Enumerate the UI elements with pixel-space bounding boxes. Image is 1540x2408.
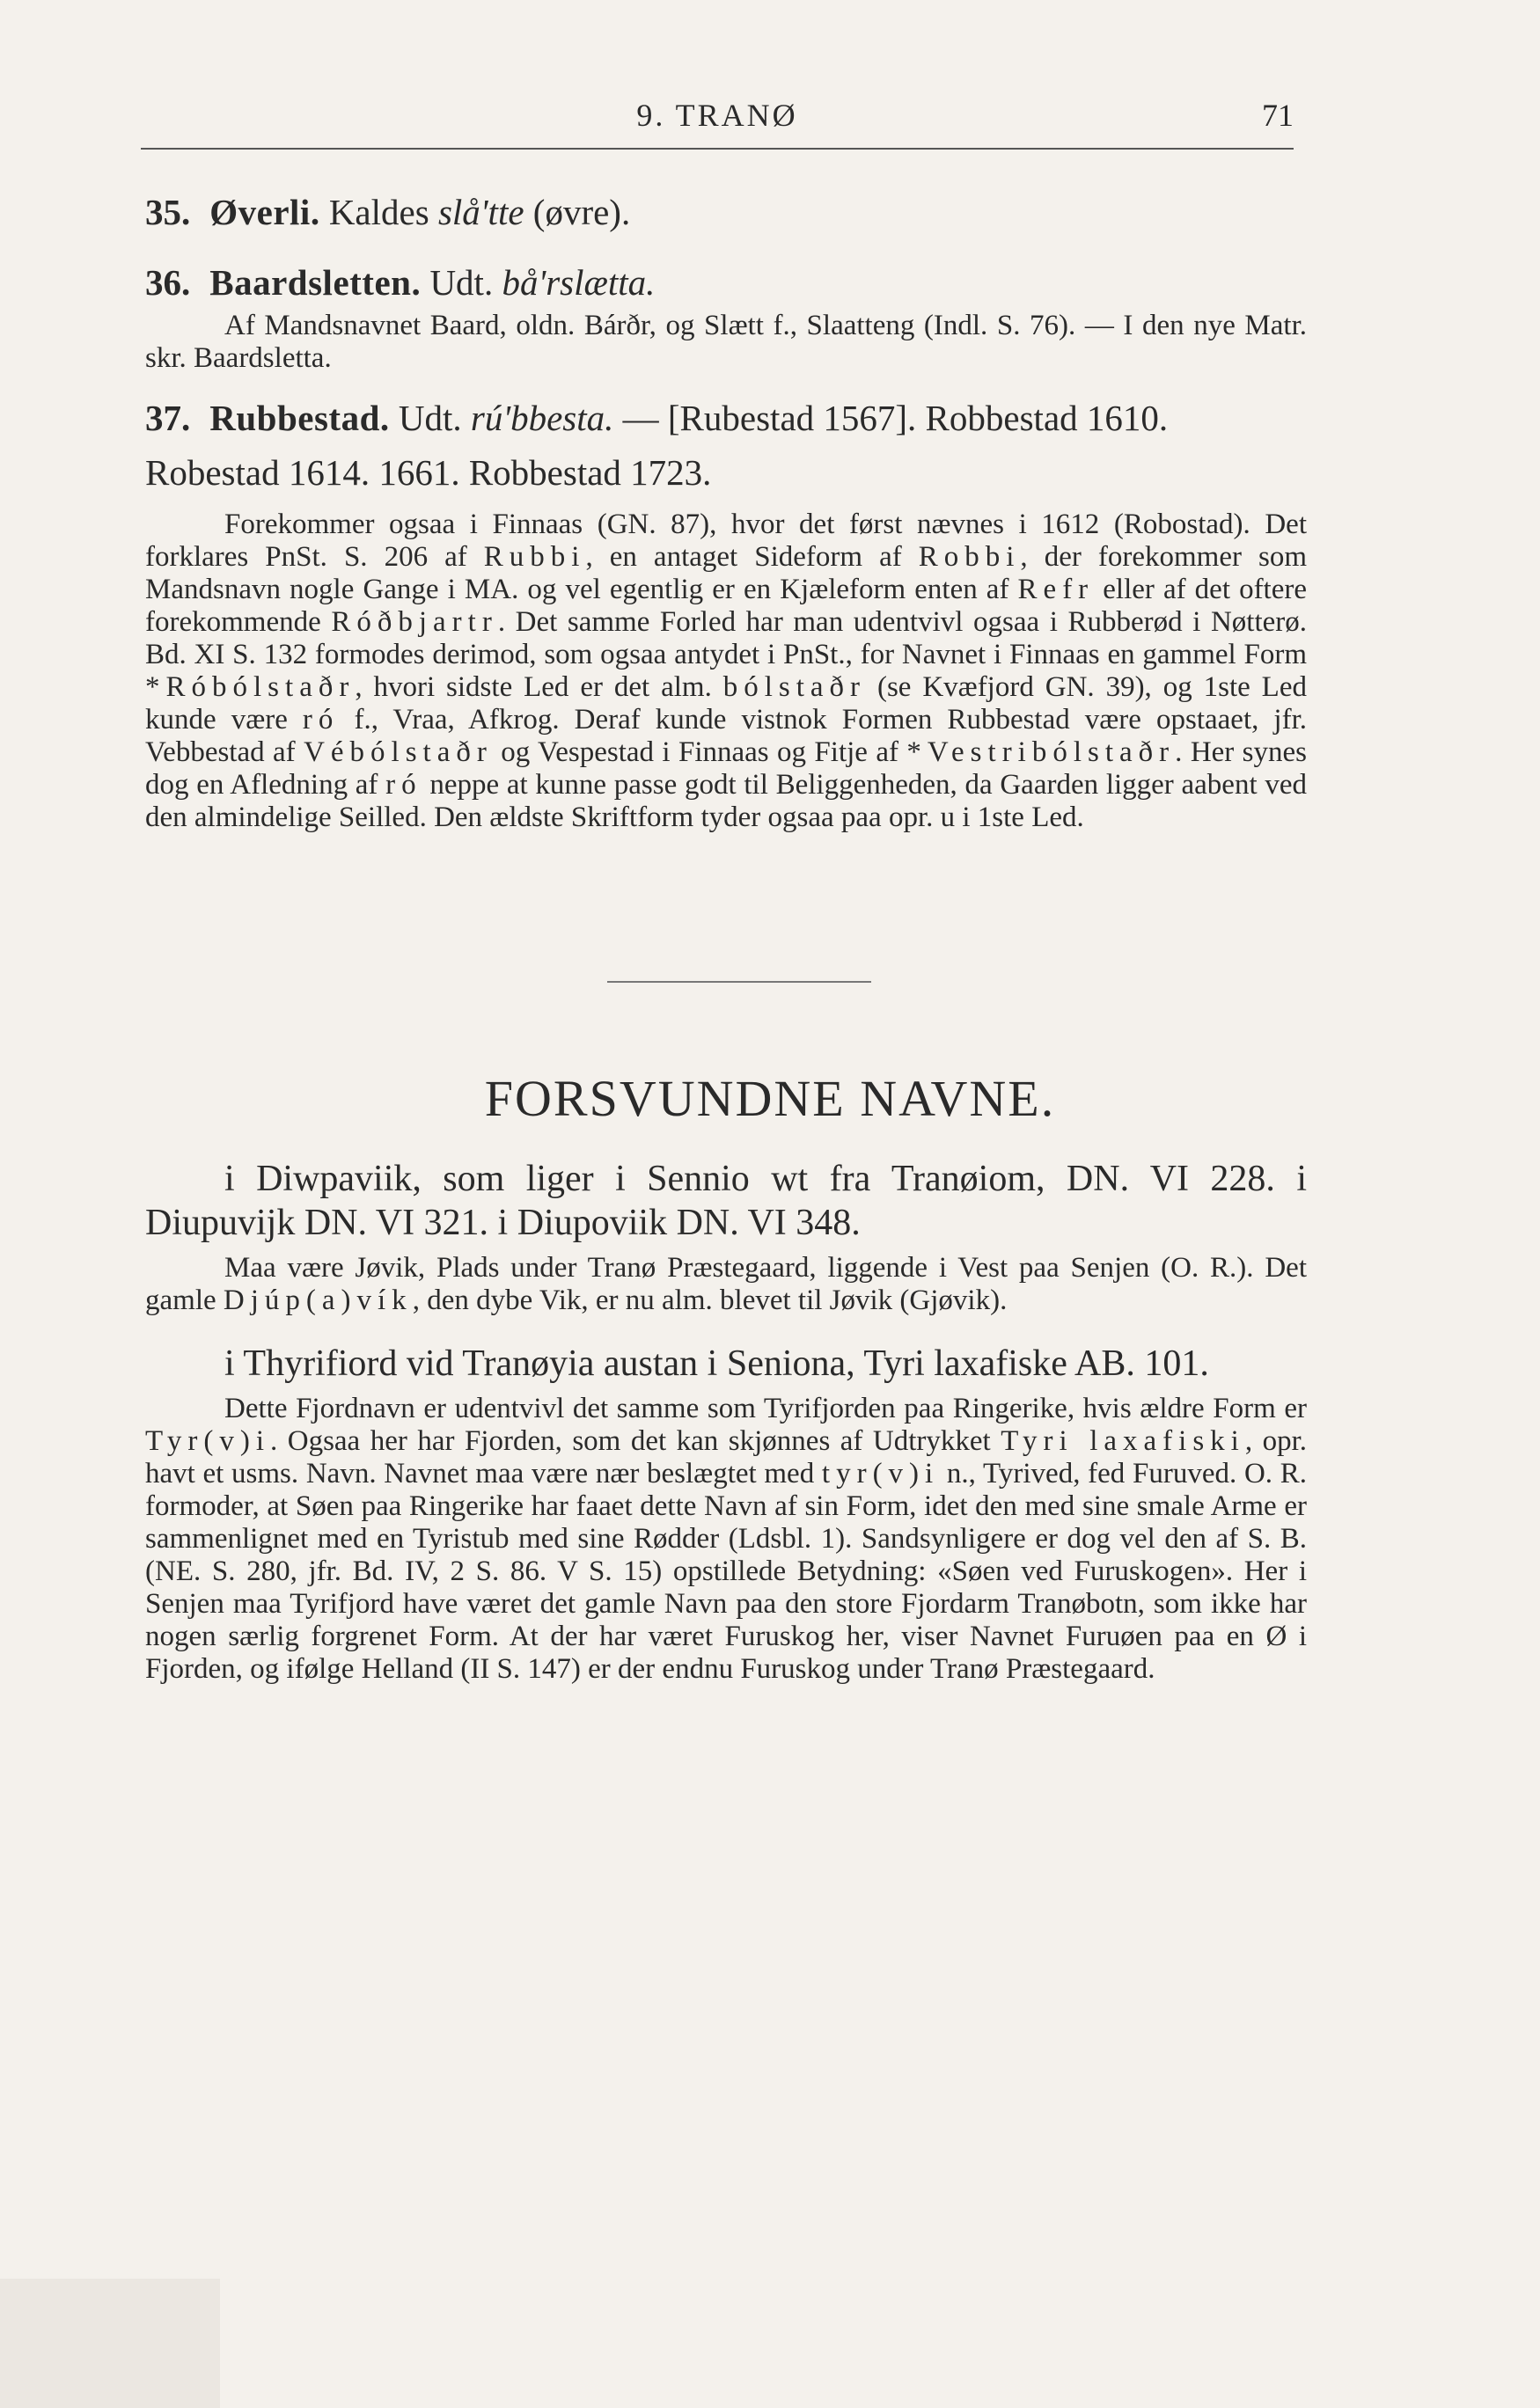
lost-name-quote-2: i Thyrifiord vid Tranøyia austan i Seniona, Tyri laxafiske AB. 101. xyxy=(224,1343,1209,1384)
entry-number: 37. xyxy=(145,398,191,438)
text-run: (se Kvæfjord GN. 39), og 1ste Led kunde være xyxy=(145,671,1307,736)
section-divider xyxy=(607,981,871,983)
entry-text: Kaldes xyxy=(328,192,438,232)
lost-names-block xyxy=(145,1157,1307,1686)
entry-text: Udt. xyxy=(398,398,471,438)
page-number: 71 xyxy=(1262,98,1294,133)
pronunciation: bå'rslætta. xyxy=(502,262,656,303)
entry-37-paragraph xyxy=(145,509,1307,834)
text-run: . Ogsaa her har Fjorden, som det kan skjønnes af Udtrykket xyxy=(270,1425,1001,1457)
text-run: neppe at kunne passe godt til Beliggenheden, da Gaarden ligger aabent ved den almindelige Seilled. Den ældste Skriftform tyder ogsaa paa opr. u i 1ste Led. xyxy=(145,769,1307,833)
entry-36 xyxy=(145,255,1307,310)
spaced-term: Refr xyxy=(1017,574,1095,605)
spaced-term: Djúp(a)vík xyxy=(223,1285,413,1316)
entry-35 xyxy=(145,185,1307,239)
lost-name-paragraph-1 xyxy=(145,1252,1307,1317)
entry-number: 35. xyxy=(145,192,191,232)
entry-37 xyxy=(145,391,1307,500)
text-run: , den dybe Vik, er nu alm. blevet til Jøvik (Gjøvik). xyxy=(412,1285,1008,1316)
lost-name-quote-1: i Diwpaviik, som liger i Sennio wt fra Tranøiom, DN. VI 228. i Diupuvijk DN. VI 321. i Diupoviik DN. VI 348. xyxy=(145,1159,1307,1243)
text-run: n., Tyrived, fed Furuved. O. R. formoder, at Søen paa Ringerike har faaet dette Navn af sin Form, idet den med sine smale Arme er sammenlignet med en Tyristub med sine Rødder (Ldsbl. 1). Sandsynligere er dog vel den af S. B. (NE. S. 280, jfr. Bd. IV, 2 S. 86. V S. 15) opstillede Betydning: «Søen ved Furuskogen». Her i Senjen maa Tyrifjord have været det gamle Navn paa den store Fjordarm Tranøbotn, som ikke har nogen særlig forgrenet Form. At der har været Furuskog her, viser Navnet Furuøen paa en Ø i Fjorden, og ifølge Helland (II S. 147) er der endnu Furuskog under Tranø Præstegaard. xyxy=(145,1458,1307,1685)
spaced-term: *Róbólstaðr xyxy=(145,671,356,703)
text-run: , hvori sidste Led er det alm. xyxy=(355,671,723,703)
spaced-term: Tyr(v)i xyxy=(145,1425,270,1457)
entry-36-paragraph: Af Mandsnavnet Baard, oldn. Bárðr, og Slætt f., Slaatteng (Indl. S. 76). — I den nye Matr. skr. Baardsletta. xyxy=(145,310,1307,374)
spaced-term: Robbi xyxy=(918,541,1021,573)
spaced-term: Tyri laxafiski xyxy=(1001,1425,1245,1457)
spaced-term: Róðbjartr xyxy=(331,606,498,638)
entry-name: Baardsletten. xyxy=(209,262,422,303)
pronunciation: rú'bbesta. xyxy=(470,398,614,438)
text-run: , en antaget Sideform af xyxy=(585,541,919,573)
section-title: FORSVUNDNE NAVNE. xyxy=(484,1070,1056,1127)
text-run: , opr. havt et usms. Navn. Navnet maa være nær beslægtet med xyxy=(145,1425,1308,1489)
text-run: og Vespestad i Finnaas og Fitje af xyxy=(492,736,907,768)
text-run: Dette Fjordnavn er udentvivl det samme som Tyrifjorden paa Ringerike, hvis ældre Form er xyxy=(224,1393,1307,1424)
lost-name-paragraph-2 xyxy=(145,1393,1307,1686)
entry-name: Øverli. xyxy=(209,192,320,232)
spaced-term: bólstaðr xyxy=(722,671,867,703)
text-run: , der forekommer som Mandsnavn nogle Gange i MA. og vel egentlig er en Kjæleform enten af xyxy=(145,541,1307,605)
pronunciation: slå'tte xyxy=(437,192,524,232)
running-title: 9. TRANØ xyxy=(636,98,798,133)
entries-block xyxy=(145,185,1307,834)
spaced-term: Rubbi xyxy=(483,541,586,573)
corner-mark xyxy=(0,2279,220,2408)
text-run: . Her synes dog en Afledning af xyxy=(145,736,1308,801)
spaced-term: *Vestribólstaðr xyxy=(906,736,1176,768)
page-header xyxy=(141,88,1294,141)
header-rule xyxy=(141,148,1294,150)
text-run: eller af det oftere forekommende xyxy=(145,574,1308,638)
entry-text: Udt. xyxy=(429,262,502,303)
entry-text: — [Rubestad 1567]. Robbestad 1610. Robestad 1614. 1661. Robbestad 1723. xyxy=(145,398,1169,493)
text-run: Maa være Jøvik, Plads under Tranø Præstegaard, liggende i Vest paa Senjen (O. R.). Det gamle xyxy=(145,1252,1307,1316)
spaced-term: Vébólstaðr xyxy=(304,736,493,768)
entry-text: (øvre). xyxy=(524,192,631,232)
text-run: f., Vraa, Afkrog. Deraf kunde vistnok Formen Rubbestad være opstaaet, jfr. Vebbestad af xyxy=(145,704,1307,768)
entry-number: 36. xyxy=(145,262,191,303)
spaced-term: tyr(v)i xyxy=(821,1458,940,1489)
text-run: Forekommer ogsaa i Finnaas (GN. 87), hvor det først nævnes i 1612 (Robostad). Det forklares PnSt. S. 206 af xyxy=(145,509,1307,573)
spaced-term: ró xyxy=(385,769,422,801)
entry-name: Rubbestad. xyxy=(209,398,390,438)
spaced-term: ró xyxy=(302,704,340,736)
text-run: . Det samme Forled har man udentvivl ogsaa i Rubberød i Nøtterø. Bd. XI S. 132 formodes derimod, som ogsaa antydet i PnSt., for Navnet i Finnaas en gammel Form xyxy=(145,606,1307,670)
